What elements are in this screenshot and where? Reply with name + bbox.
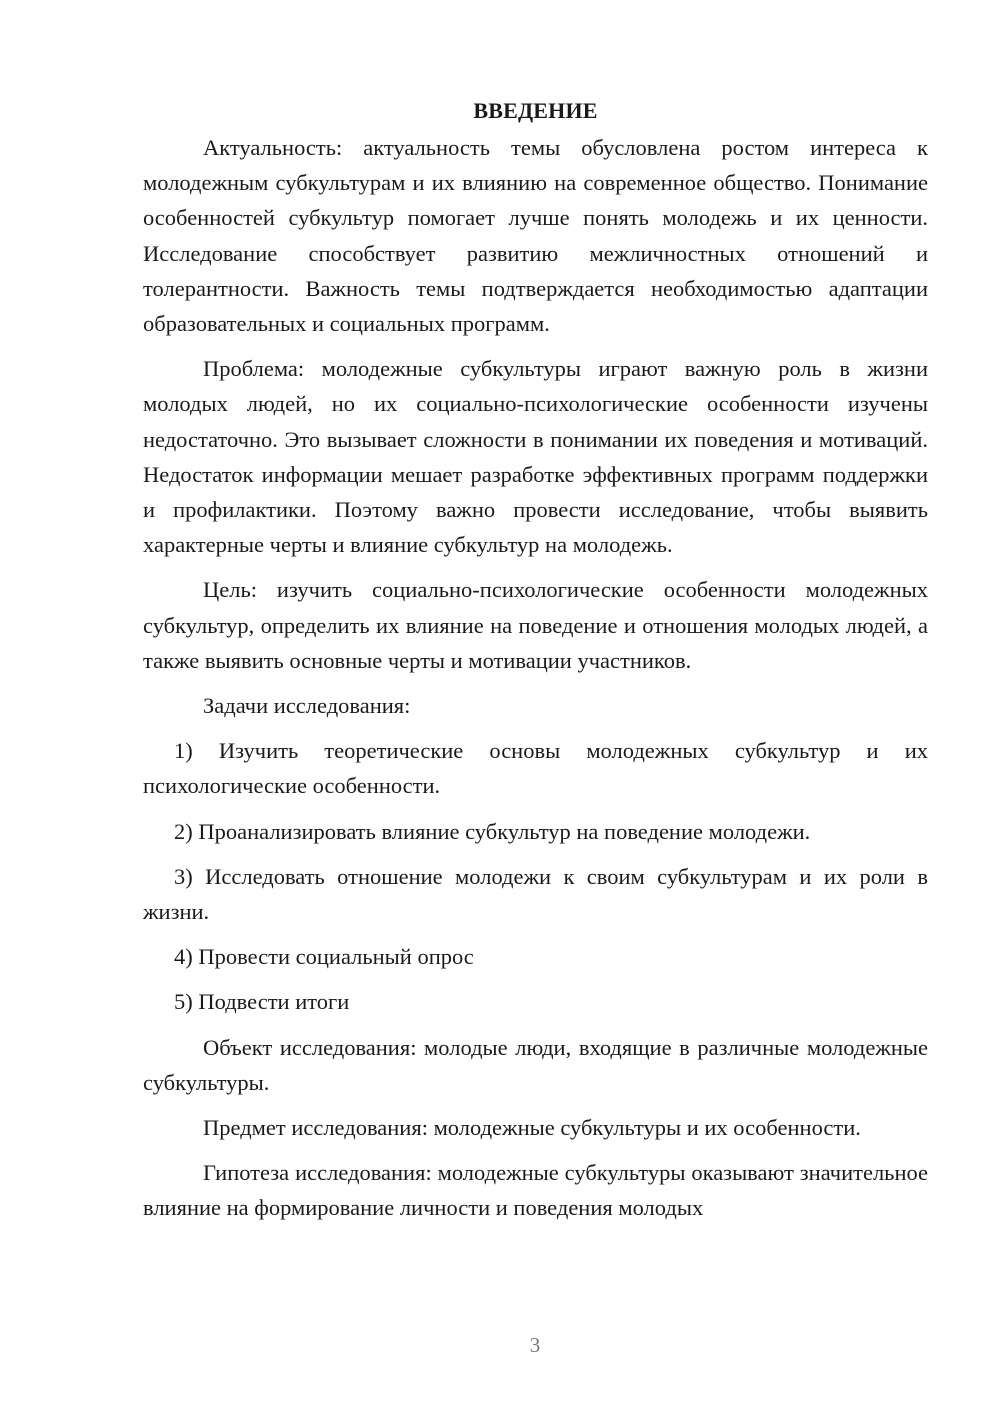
tasks-heading: Задачи исследования: [203, 693, 411, 719]
page-content [143, 93, 928, 1235]
task-item-5: 5) Подвести итоги [174, 989, 350, 1015]
task-item-1: 1) Изучить теоретические основы молодежных субкультур и их психологические особенности. [143, 738, 928, 799]
page-number: 3 [529, 1333, 541, 1357]
task-item-4: 4) Провести социальный опрос [174, 944, 474, 970]
paragraph-object: Объект исследования: молодые люди, входящие в различные молодежные субкультуры. [143, 1034, 928, 1095]
paragraph-problem: Проблема: молодежные субкультуры играют важную роль в жизни молодых людей, но их социально-психологические особенности изучены недостаточно. Это вызывает сложности в понимании их поведения и мотиваций. Недостаток информации мешает разработке эффективных программ поддержки и профилактики. Поэтому важно провести исследование, чтобы выявить характерные черты и влияние субкультур на молодежь. [143, 356, 928, 558]
paragraph-relevance: Актуальность: актуальность темы обусловлена ростом интереса к молодежным субкультурам и их влиянию на современное общество. Понимание особенностей субкультур помогает лучше понять молодежь и их ценности. Исследование способствует развитию межличностных отношений и толерантности. Важность темы подтверждается необходимостью адаптации образовательных и социальных программ. [143, 135, 928, 337]
task-item-2: 2) Проанализировать влияние субкультур на поведение молодежи. [174, 818, 811, 844]
paragraph-goal: Цель: изучить социально-психологические особенности молодежных субкультур, определить их влияние на поведение и отношения молодых людей, а также выявить основные черты и мотивации участников. [143, 577, 928, 673]
paragraph-subject: Предмет исследования: молодежные субкультуры и их особенности. [203, 1115, 861, 1141]
task-item-3: 3) Исследовать отношение молодежи к своим субкультурам и их роли в жизни. [143, 863, 928, 925]
page-title: ВВЕДЕНИЕ [473, 98, 598, 123]
paragraph-hypothesis: Гипотеза исследования: молодежные субкультуры оказывают значительное влияние на формирование личности и поведения молодых [143, 1160, 928, 1221]
